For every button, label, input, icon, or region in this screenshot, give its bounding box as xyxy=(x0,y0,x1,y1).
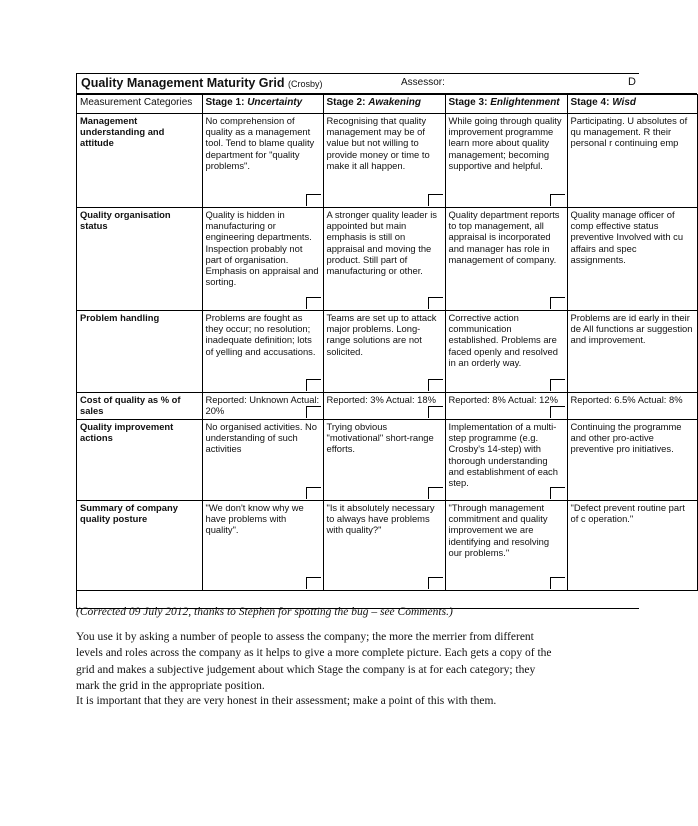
row-category: Management understanding and attitude xyxy=(77,114,202,208)
grid-cell: Continuing the programme and other pro-active preventive pro initiatives. xyxy=(567,420,697,501)
table-row xyxy=(77,420,697,501)
grid-cell: Participating. U absolutes of qu management. R their personal r continuing emp xyxy=(567,114,697,208)
grid-cell: Corrective action communication established. Problems are faced openly and resolved in an orderly way. xyxy=(445,311,567,393)
tick-box xyxy=(306,379,321,391)
tick-box xyxy=(428,406,443,418)
tick-box xyxy=(306,577,321,589)
honesty-paragraph: It is important that they are very honest in their assessment; make a point of this with them. xyxy=(76,695,497,707)
grid-cell: "We don't know why we have problems with quality". xyxy=(202,501,323,591)
row-category: Quality improvement actions xyxy=(77,420,202,501)
tick-box xyxy=(550,194,565,206)
grid-cell: No organised activities. No understanding of such activities xyxy=(202,420,323,501)
header-stage-3: Stage 3: Enlightenment xyxy=(445,95,567,114)
grid-cell: Teams are set up to attack major problems. Long-range solutions are not solicited. xyxy=(323,311,445,393)
grid-cell: Reported: 8% Actual: 12% xyxy=(445,393,567,420)
tick-box xyxy=(428,379,443,391)
grid-cell: "Through management commitment and quality improvement we are identifying and resolving our problems." xyxy=(445,501,567,591)
tick-box xyxy=(550,577,565,589)
grid-cell: While going through quality improvement programme learn more about quality management; becoming supportive and helpful. xyxy=(445,114,567,208)
assessor-label: Assessor: xyxy=(401,77,445,88)
row-category: Summary of company quality posture xyxy=(77,501,202,591)
grid-cell: Problems are id early in their de All functions ar suggestion and improvement. xyxy=(567,311,697,393)
correction-caption: (Corrected 09 July 2012, thanks to Stephen for spotting the bug – see Comments.) xyxy=(76,606,453,618)
grid-title-row xyxy=(77,74,697,94)
grid-title-cut-text: D xyxy=(628,76,636,88)
grid-cell: Recognising that quality management may be of value but not willing to provide money or time to make it all happen. xyxy=(323,114,445,208)
tick-box xyxy=(306,487,321,499)
table-row xyxy=(77,311,697,393)
row-category: Quality organisation status xyxy=(77,208,202,311)
grid-cell: Reported: 6.5% Actual: 8% xyxy=(567,393,697,420)
tick-box xyxy=(428,577,443,589)
grid-cell: Quality manage officer of comp effective status preventive Involved with cu affairs and spec assignments. xyxy=(567,208,697,311)
row-category: Cost of quality as % of sales xyxy=(77,393,202,420)
table-row xyxy=(77,208,697,311)
grid-cell: Reported: Unknown Actual: 20% xyxy=(202,393,323,420)
maturity-grid xyxy=(77,74,697,591)
header-measurement-categories: Measurement Categories xyxy=(77,95,202,114)
maturity-table xyxy=(77,94,698,591)
tick-box xyxy=(306,297,321,309)
table-row xyxy=(77,393,697,420)
tick-box xyxy=(550,487,565,499)
tick-box xyxy=(550,406,565,418)
header-stage-4: Stage 4: Wisd xyxy=(567,95,697,114)
grid-cell: Quality department reports to top management, all appraisal is incorporated and manager has role in management of company. xyxy=(445,208,567,311)
grid-cell: No comprehension of quality as a management tool. Tend to blame quality department for "quality problems". xyxy=(202,114,323,208)
maturity-grid-image xyxy=(76,73,693,609)
tick-box xyxy=(306,194,321,206)
table-row xyxy=(77,501,697,591)
tick-box xyxy=(550,297,565,309)
tick-box xyxy=(306,406,321,418)
tick-box xyxy=(550,379,565,391)
grid-cell: Implementation of a multi-step programme (e.g. Crosby's 14-step) with thorough understanding and establishment of each step. xyxy=(445,420,567,501)
header-row xyxy=(77,95,697,114)
grid-cell: Problems are fought as they occur; no resolution; inadequate definition; lots of yelling and accusations. xyxy=(202,311,323,393)
row-category: Problem handling xyxy=(77,311,202,393)
grid-cell: Quality is hidden in manufacturing or engineering departments. Inspection probably not part of organisation. Emphasis on appraisal and sorting. xyxy=(202,208,323,311)
grid-cell: Reported: 3% Actual: 18% xyxy=(323,393,445,420)
grid-cell: "Defect prevent routine part of c operation." xyxy=(567,501,697,591)
tick-box xyxy=(428,194,443,206)
grid-cell: A stronger quality leader is appointed but main emphasis is still on appraisal and moving the product. Still part of manufacturing or other. xyxy=(323,208,445,311)
grid-author: (Crosby) xyxy=(288,79,323,89)
grid-cell: Trying obvious "motivational" short-range efforts. xyxy=(323,420,445,501)
header-stage-1: Stage 1: Uncertainty xyxy=(202,95,323,114)
table-row xyxy=(77,114,697,208)
tick-box xyxy=(428,487,443,499)
instructions-paragraph: You use it by asking a number of people to assess the company; the more the merrier from different levels and roles across the company as it helps to give a more complete picture. Each gets a copy of the grid and makes a subjective judgement about which Stage the company is at for each category; they mark the grid in the appropriate position. xyxy=(76,631,552,693)
tick-box xyxy=(428,297,443,309)
grid-title: Quality Management Maturity Grid (Crosby) xyxy=(81,76,323,90)
grid-cell: "Is it absolutely necessary to always have problems with quality?" xyxy=(323,501,445,591)
header-stage-2: Stage 2: Awakening xyxy=(323,95,445,114)
